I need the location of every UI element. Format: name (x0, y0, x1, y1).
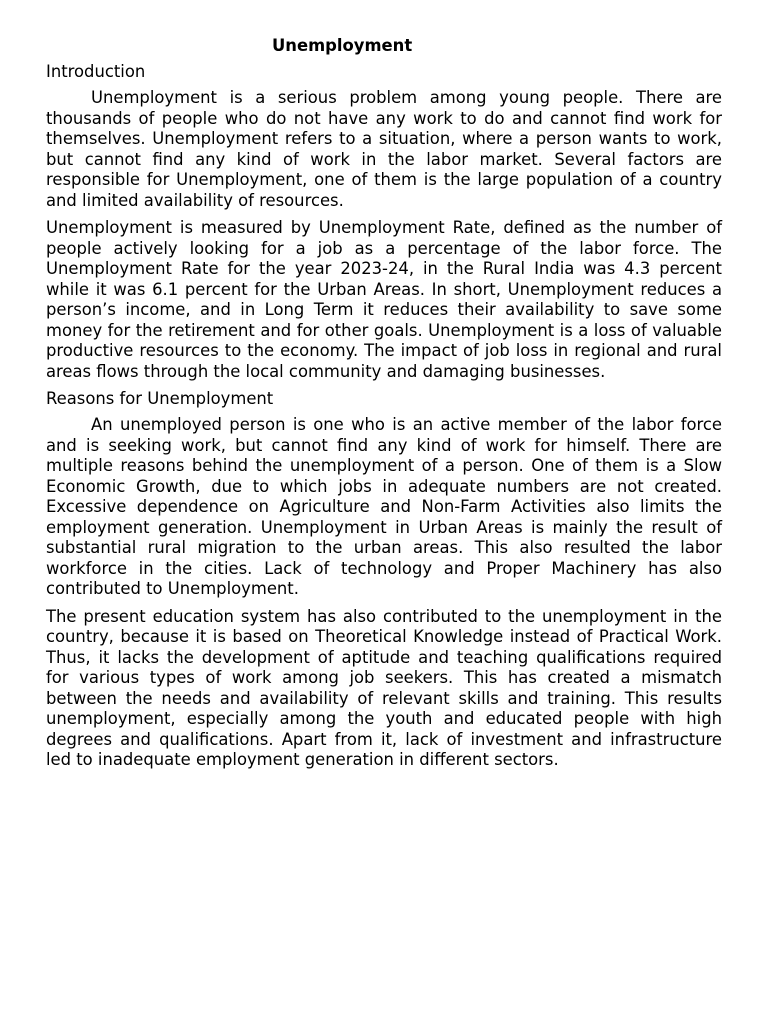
paragraph: An unemployed person is one who is an active member of the labor force and is seeking work, but cannot find any kind of work for himself. There are multiple reasons behind the unemployment of a person. One of them is a Slow Economic Growth, due to which jobs in adequate numbers are not created. Excessive dependence on Agriculture and Non-Farm Activities also limits the employment generation. Unemployment in Urban Areas is mainly the result of substantial rural migration to the urban areas. This also resulted the labor workforce in the cities. Lack of technology and Proper Machinery has also contributed to Unemployment. (46, 415, 722, 598)
paragraph: The present education system has also contributed to the unemployment in the country, because it is based on Theoretical Knowledge instead of Practical Work. Thus, it lacks the development of aptitude and teaching qualifications required for various types of work among job seekers. This has created a mismatch between the needs and availability of relevant skills and training. This results unemployment, especially among the youth and educated people with high degrees and qualifications. Apart from it, lack of investment and infrastructure led to inadequate employment generation in different sectors. (46, 606, 722, 769)
paragraph: Unemployment is a serious problem among young people. There are thousands of people who do not have any work to do and cannot find work for themselves. Unemployment refers to a situation, where a person wants to work, but cannot find any kind of work in the labor market. Several factors are responsible for Unemployment, one of them is the large population of a country and limited availability of resources. (46, 88, 722, 210)
section-heading-reasons: Reasons for Unemployment (46, 389, 274, 408)
section-heading-introduction: Introduction (46, 62, 146, 81)
document-page (46, 34, 722, 778)
document-title: Unemployment (272, 36, 413, 55)
paragraph: Unemployment is measured by Unemployment Rate, defined as the number of people actively looking for a job as a percentage of the labor force. The Unemployment Rate for the year 2023-24, in the Rural India was 4.3 percent while it was 6.1 percent for the Urban Areas. In short, Unemployment reduces a person’s income, and in Long Term it reduces their availability to save some money for the retirement and for other goals. Unemployment is a loss of valuable productive resources to the economy. The impact of job loss in regional and rural areas flows through the local community and damaging businesses. (46, 218, 722, 381)
